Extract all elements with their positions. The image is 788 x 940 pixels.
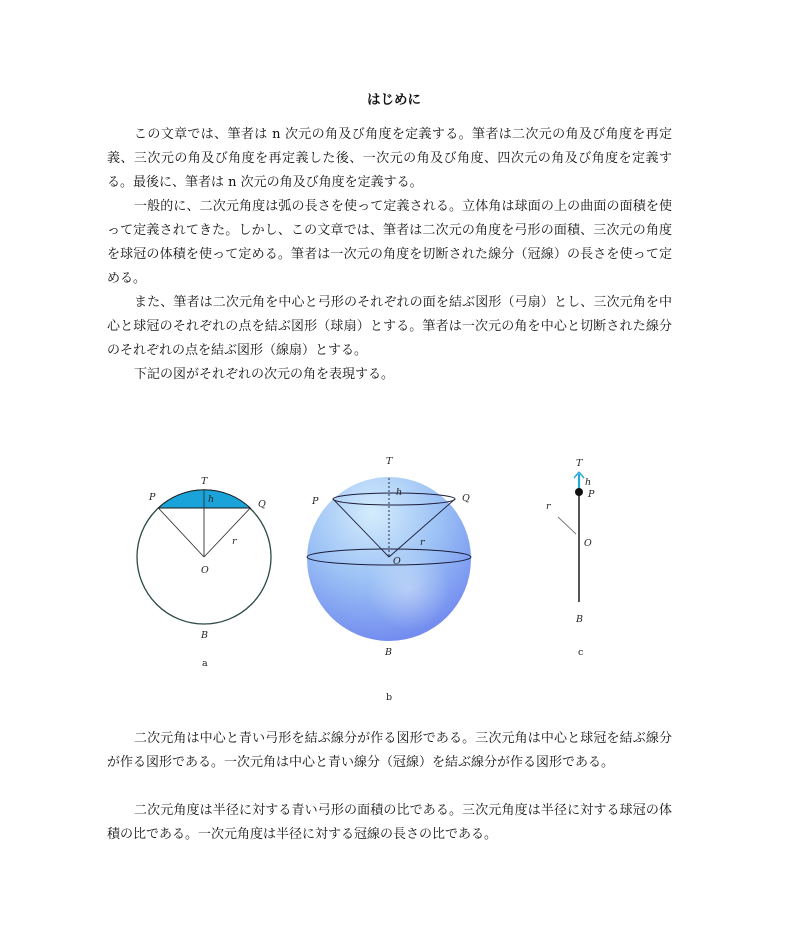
label-b-Q: Q xyxy=(462,493,470,504)
paragraph-angle-measures: 二次元角度は半径に対する青い弓形の面積の比である。三次元角度は半径に対する球冠の体積の比である。一次元角度は半径に対する冠線の長さの比である。 xyxy=(107,803,672,842)
label-c-r: r xyxy=(546,501,551,512)
label-b-O: O xyxy=(393,556,401,567)
figure-angles xyxy=(0,400,788,720)
caption-b: b xyxy=(386,692,393,703)
section-heading: はじめに xyxy=(367,92,421,108)
caption-a: a xyxy=(202,658,208,669)
paragraph-angle-figures: 二次元角は中心と青い弓形を結ぶ線分が作る図形である。三次元角は中心と球冠を結ぶ線分が作る図形である。一次元角は中心と青い線分（冠線）を結ぶ線分が作る図形である。 xyxy=(107,731,672,770)
paragraph-intro: この文章では、筆者は n 次元の角及び角度を定義する。筆者は二次元の角及び角度を再定義、三次元の角及び角度を再定義した後、一次元の角及び角度、四次元の角及び角度を定義する。最後に、筆者は n 次元の角及び角度を定義する。 xyxy=(107,127,672,190)
label-c-T: T xyxy=(576,458,583,469)
label-c-O: O xyxy=(584,538,592,549)
label-c-h: h xyxy=(585,477,592,488)
paragraph-figure-intro: 下記の図がそれぞれの次元の角を表現する。 xyxy=(134,367,395,382)
label-a-r: r xyxy=(232,536,237,547)
paragraph-angle-shapes: また、筆者は二次元角を中心と弓形のそれぞれの面を結ぶ図形（弓扇）とし、三次元角を中心と球冠のそれぞれの点を結ぶ図形（球扇）とする。筆者は一次元の角を中心と切断された線分のそれぞれの点を結ぶ図形（線扇）とする。 xyxy=(107,295,672,358)
label-b-B: B xyxy=(385,647,392,658)
label-b-r: r xyxy=(420,537,425,548)
label-a-Q: Q xyxy=(258,499,266,510)
label-a-h: h xyxy=(208,494,215,505)
label-b-P: P xyxy=(312,496,319,507)
label-b-h: h xyxy=(396,487,403,498)
label-b-T: T xyxy=(386,456,393,467)
figure-a-circle-segment xyxy=(137,476,271,669)
label-a-O: O xyxy=(201,565,209,576)
label-a-P: P xyxy=(149,492,156,503)
label-c-B: B xyxy=(576,614,583,625)
label-c-P: P xyxy=(588,489,595,500)
figure-c-line-crown xyxy=(546,458,595,658)
figure-b-sphere-crown xyxy=(307,456,471,703)
caption-c: c xyxy=(578,647,584,658)
label-a-B: B xyxy=(201,630,208,641)
label-a-T: T xyxy=(201,476,208,487)
paragraph-definitions: 一般的に、二次元角度は弧の長さを使って定義される。立体角は球面の上の曲面の面積を使って定義されてきた。しかし、この文章では、筆者は二次元の角度を弓形の面積、三次元の角度を球冠の体積を使って定める。筆者は一次元の角度を切断された線分（冠線）の長さを使って定める。 xyxy=(107,199,672,286)
